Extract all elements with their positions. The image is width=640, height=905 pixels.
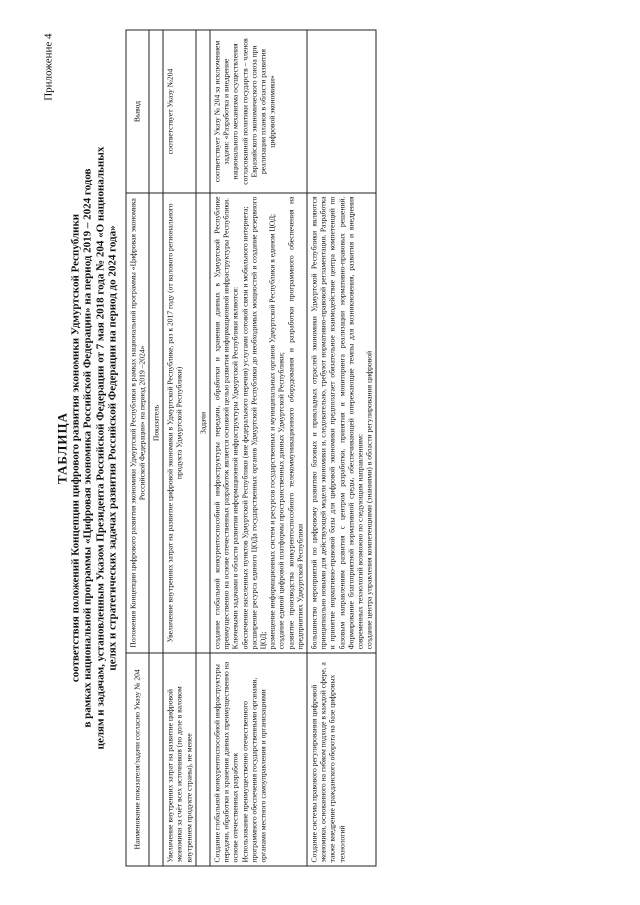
row2-name xyxy=(210,653,307,866)
row1-conclusion: соответствует Указу №204 xyxy=(163,30,196,193)
row1-provision: Увеличение внутренних затрат на развитие цифровой экономики в Удмуртской Республике, раз к 2017 году (от валового регионального продукта Удмуртской Республики) xyxy=(163,193,196,653)
row2-provision xyxy=(210,193,307,653)
correspondence-table xyxy=(125,30,377,867)
table-row xyxy=(307,30,376,866)
table-row xyxy=(210,30,307,866)
title-line-1: ТАБЛИЦА xyxy=(54,412,70,484)
row2-provision-paragraph: создание единой цифровой платформы пространственных данных Удмуртской Республики; xyxy=(276,352,286,650)
appendix-label: Приложение 4 xyxy=(42,33,55,101)
row3-name: Создание системы правового регулирования цифровой экономики, основанного на гибком подходе в каждой сфере, а также внедрение гражданского оборота на базе цифровых технологий xyxy=(307,653,376,866)
row2-name-item: Использование преимущественно отечественного программного обеспечения государственными органами, органами местного самоуправления и организациями xyxy=(240,677,268,863)
row2-provision-paragraph: создание глобальной конкурентоспособной инфраструктуры передачи, обработки и хранения данных в Удмуртской Республике преимущественно на основе отечественных разработок является основной целью развития информационной инфраструктуры Республики. xyxy=(212,196,231,650)
section-tasks-label: Задачи xyxy=(196,193,210,653)
table-header-row xyxy=(126,30,149,866)
title-line-2: соответствия положений Концепции цифрового развития экономики Удмуртской Республики xyxy=(69,213,81,683)
row2-provision-paragraph: Ключевыми задачами в области развития информационной инфраструктуры Удмуртской Республики являются: xyxy=(230,286,240,650)
row3-provision xyxy=(307,193,376,653)
title-line-4: целям и задачам, установленным Указом Президента Российской Федерации от 7 мая 2018 года № 204 «О национальных xyxy=(94,146,106,750)
section-indicator-label: Показатель xyxy=(149,193,163,653)
table-row xyxy=(163,30,196,866)
row1-name: Увеличение внутренних затрат на развитие цифровой экономики за счёт всех источников (по доле в валовом внутреннем продукте страны), не менее xyxy=(163,653,196,866)
document-page xyxy=(21,20,621,885)
row3-conclusion xyxy=(307,30,376,193)
section-row xyxy=(196,30,210,866)
section-row xyxy=(149,30,163,866)
row2-provision-paragraph: расширение ресурса единого ЦОДа государственных органов Удмуртской Республики до необходимых мощностей и создание резервного ЦОД; xyxy=(249,196,268,650)
row2-provision-paragraph: размещение информационных систем и ресурсов государственных и муниципальных органов Удмуртской Республики в едином ЦОД; xyxy=(267,213,277,650)
title-line-3: в рамках национальной программы «Цифровая экономика Российской Федерации» на период 2019 – 2024 годов xyxy=(81,168,94,728)
header-indicator-name: Наименование показателя/задачи согласно Указу № 204 xyxy=(126,653,149,866)
row3-provision-paragraph: создание центра управления компетенциями (знаниями) в области регулирования цифровой xyxy=(364,350,374,650)
row3-provision-paragraph: большинство мероприятий по цифровому развитию базовых и прикладных отраслей экономики Удмуртской Республики являются принципиально новыми для действующей модели экономики и, следовательно, требуют нормативно-правовой регламентации. Разработка и принятие нормативно-правовой базы для цифровой экономики предполагает обязательное взаимодействие центра компетенций по базовым направлениям развития с центром разработки, принятия и мониторинга реализации нормативно-правовых решений. Формирование благоприятной нормативной среды, обеспечивающей опережающие темпы для возникновения, развития и внедрения современных технологий возможно по следующим направлениям: xyxy=(309,196,365,650)
header-conclusion: Вывод xyxy=(126,30,149,193)
row2-provision-paragraph: обеспечение населенных пунктов Удмуртской Республики (вне федерального перечня) услугами сотовой связи и мобильного интернета; xyxy=(240,206,250,650)
header-concept-provision: Положения Концепции цифрового развития экономики Удмуртской Республики в рамках национальной программы «Цифровая экономика Российской Федерации» на период 2019 –2024» xyxy=(126,193,149,653)
title-line-5: целях и стратегических задачах развития Российской Федерации на период до 2024 года» xyxy=(106,225,119,671)
row2-provision-paragraph: развитие производства конкурентоспособного телекоммуникационного оборудования и разработки программного обеспечения на предприятиях Удмуртской Республики xyxy=(286,196,305,650)
row2-conclusion: соответствует Указу № 204 за исключением задачи: «Разработка и внедрение национального механизма осуществления согласованной политики государств – членов Евразийского экономического союза при реализации планов в области развития цифровой экономики» xyxy=(210,30,307,193)
row2-name-item: Создание глобальной конкурентоспособной инфраструктуры передачи, обработки и хранения данных преимущественно на основе отечественных разработок xyxy=(212,661,240,863)
document-title xyxy=(54,30,120,867)
